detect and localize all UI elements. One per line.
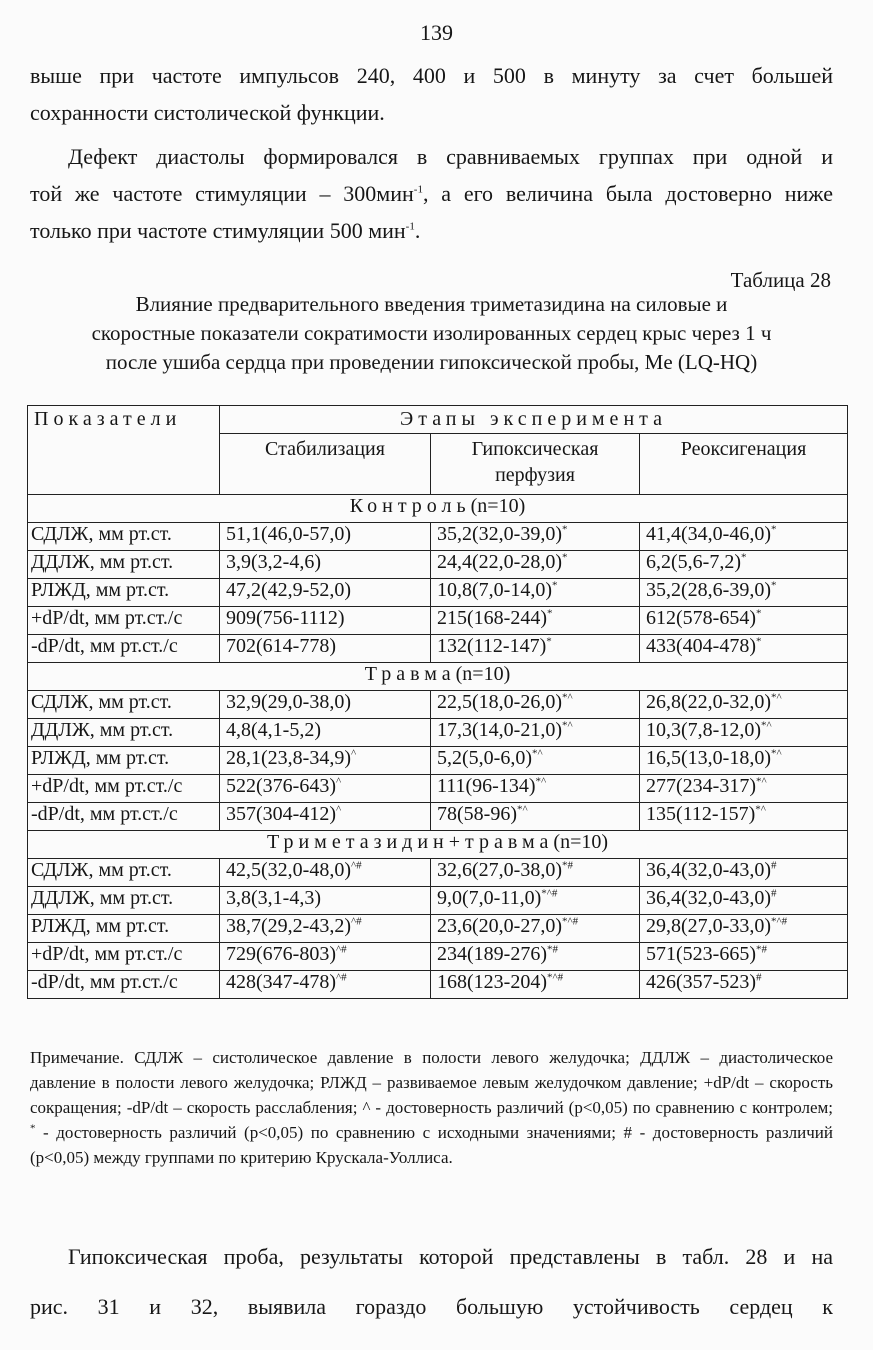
paragraph-2-line-2-pre: той же частоте стимуляции – 300мин xyxy=(30,181,414,206)
header-stabilization: Стабилизация xyxy=(220,434,431,495)
value-reoxygenation xyxy=(640,859,848,887)
significance-mark: * xyxy=(755,607,762,620)
cell-value: 612(578-654) xyxy=(646,607,756,629)
row-label: -dP/dt, мм рт.ст./с xyxy=(28,635,220,663)
group-name: Контроль xyxy=(349,495,471,517)
cell-value: 26,8(22,0-32,0) xyxy=(646,691,771,713)
table-row xyxy=(28,691,848,719)
cell-value: 277(234-317) xyxy=(646,775,756,797)
row-label: +dP/dt, мм рт.ст./с xyxy=(28,943,220,971)
paragraph-2-line-1: Дефект диастолы формировался в сравниваемых группах при одной и xyxy=(68,144,833,169)
table-row xyxy=(28,747,848,775)
bottom-paragraph-line-1: Гипоксическая проба, результаты которой представлены в табл. 28 и на xyxy=(68,1244,833,1269)
cell-value: 3,8(3,1-4,3) xyxy=(226,887,321,909)
value-stabilization xyxy=(220,887,431,915)
significance-mark: *^# xyxy=(561,915,579,928)
cell-value: 9,0(7,0-11,0) xyxy=(437,887,542,909)
cell-value: 168(123-204) xyxy=(437,971,547,993)
table-row xyxy=(28,523,848,551)
value-reoxygenation xyxy=(640,635,848,663)
significance-mark: ^# xyxy=(350,915,362,928)
value-stabilization xyxy=(220,635,431,663)
results-table xyxy=(27,405,848,999)
value-reoxygenation xyxy=(640,523,848,551)
value-hypoxic-perfusion xyxy=(431,859,640,887)
significance-mark: *^ xyxy=(516,803,528,816)
group-name: Травма xyxy=(364,663,456,685)
value-stabilization xyxy=(220,803,431,831)
table-row xyxy=(28,971,848,999)
significance-mark: ^ xyxy=(350,747,357,760)
cell-value: 32,9(29,0-38,0) xyxy=(226,691,351,713)
significance-mark: *^# xyxy=(546,971,564,984)
table-caption xyxy=(30,290,833,377)
significance-mark: *^# xyxy=(770,915,788,928)
group-header-row xyxy=(28,831,848,859)
group-header-row xyxy=(28,495,848,523)
significance-mark: * xyxy=(546,635,552,648)
paragraph-2 xyxy=(30,138,833,249)
significance-mark: *^ xyxy=(760,719,772,732)
value-reoxygenation xyxy=(640,887,848,915)
cell-value: 47,2(42,9-52,0) xyxy=(226,579,351,601)
cell-value: 135(112-157) xyxy=(646,803,756,825)
cell-value: 10,3(7,8-12,0) xyxy=(646,719,761,741)
value-stabilization xyxy=(220,607,431,635)
value-hypoxic-perfusion xyxy=(431,775,640,803)
paragraph-2-line-2-post: , а его величина была достоверно ниже xyxy=(422,181,833,206)
page-number: 139 xyxy=(420,20,453,45)
value-reoxygenation xyxy=(640,747,848,775)
row-label: РЛЖД, мм рт.ст. xyxy=(28,915,220,943)
table-row xyxy=(28,551,848,579)
row-label: СДЛЖ, мм рт.ст. xyxy=(28,691,220,719)
paragraph-2-line-3-pre: только при частоте стимуляции 500 мин xyxy=(30,218,406,243)
cell-value: 22,5(18,0-26,0) xyxy=(437,691,562,713)
bottom-paragraph-line-2: рис. 31 и 32, выявила гораздо большую устойчивость сердец к xyxy=(30,1294,833,1319)
cell-value: 5,2(5,0-6,0) xyxy=(437,747,532,769)
row-label: СДЛЖ, мм рт.ст. xyxy=(28,859,220,887)
significance-mark: *^ xyxy=(770,691,782,704)
cell-value: 78(58-96) xyxy=(437,803,517,825)
cell-value: 17,3(14,0-21,0) xyxy=(437,719,562,741)
value-stabilization xyxy=(220,971,431,999)
table-note xyxy=(30,1045,833,1170)
paragraph-1-line-1: выше при частоте импульсов 240, 400 и 500 в минуту за счет большей xyxy=(30,63,833,88)
table-row xyxy=(28,775,848,803)
cell-value: 4,8(4,1-5,2) xyxy=(226,719,321,741)
cell-value: 36,4(32,0-43,0) xyxy=(646,859,771,881)
row-label: РЛЖД, мм рт.ст. xyxy=(28,747,220,775)
cell-value: 426(357-523) xyxy=(646,971,756,993)
value-reoxygenation xyxy=(640,915,848,943)
cell-value: 729(676-803) xyxy=(226,943,336,965)
table-row xyxy=(28,887,848,915)
value-hypoxic-perfusion xyxy=(431,719,640,747)
cell-value: 41,4(34,0-46,0) xyxy=(646,523,771,545)
table-row xyxy=(28,859,848,887)
group-n: (n=10) xyxy=(455,663,511,685)
table-row xyxy=(28,943,848,971)
significance-mark: * xyxy=(551,579,558,592)
value-hypoxic-perfusion xyxy=(431,635,640,663)
cell-value: 132(112-147) xyxy=(437,635,547,657)
value-hypoxic-perfusion xyxy=(431,523,640,551)
cell-value: 702(614-778) xyxy=(226,635,336,657)
cell-value: 16,5(13,0-18,0) xyxy=(646,747,771,769)
cell-value: 522(376-643) xyxy=(226,775,336,797)
header-hypoxic-perfusion: Гипоксическая перфузия xyxy=(431,434,640,495)
significance-mark: *^ xyxy=(535,775,547,788)
value-reoxygenation xyxy=(640,691,848,719)
significance-mark: *# xyxy=(561,859,573,872)
paragraph-1 xyxy=(30,57,833,131)
bottom-paragraph xyxy=(30,1232,833,1332)
value-hypoxic-perfusion xyxy=(431,607,640,635)
significance-mark: *^ xyxy=(755,803,766,816)
note-star: * xyxy=(30,1122,36,1135)
significance-mark: * xyxy=(740,551,747,564)
cell-value: 24,4(22,0-28,0) xyxy=(437,551,562,573)
significance-mark: *^ xyxy=(531,747,543,760)
significance-mark: *^ xyxy=(770,747,782,760)
cell-value: 28,1(23,8-34,9) xyxy=(226,747,351,769)
significance-mark: * xyxy=(546,607,553,620)
significance-mark: ^ xyxy=(335,775,342,788)
row-label: +dP/dt, мм рт.ст./с xyxy=(28,775,220,803)
row-label: -dP/dt, мм рт.ст./с xyxy=(28,803,220,831)
significance-mark: *^ xyxy=(755,775,767,788)
cell-value: 215(168-244) xyxy=(437,607,547,629)
paragraph-2-line-2 xyxy=(30,175,833,212)
value-reoxygenation xyxy=(640,719,848,747)
value-stabilization xyxy=(220,859,431,887)
significance-mark: # xyxy=(755,971,762,984)
value-hypoxic-perfusion xyxy=(431,579,640,607)
cell-value: 38,7(29,2-43,2) xyxy=(226,915,351,937)
significance-mark: * xyxy=(755,635,762,648)
value-stabilization xyxy=(220,747,431,775)
cell-value: 10,8(7,0-14,0) xyxy=(437,579,552,601)
value-hypoxic-perfusion xyxy=(431,803,640,831)
significance-mark: *# xyxy=(755,943,767,956)
value-hypoxic-perfusion xyxy=(431,887,640,915)
value-hypoxic-perfusion xyxy=(431,971,640,999)
superscript: -1 xyxy=(405,220,415,233)
significance-mark: ^# xyxy=(335,971,347,984)
significance-mark: *^ xyxy=(561,719,573,732)
cell-value: 234(189-276) xyxy=(437,943,547,965)
cell-value: 909(756-1112) xyxy=(226,607,345,629)
header-reoxygenation: Реоксигенация xyxy=(640,434,848,495)
value-stabilization xyxy=(220,943,431,971)
cell-value: 23,6(20,0-27,0) xyxy=(437,915,562,937)
table-row xyxy=(28,579,848,607)
value-stabilization xyxy=(220,551,431,579)
significance-mark: *^ xyxy=(561,691,573,704)
row-label: РЛЖД, мм рт.ст. xyxy=(28,579,220,607)
significance-mark: * xyxy=(561,523,568,536)
row-label: -dP/dt, мм рт.ст./с xyxy=(28,971,220,999)
superscript: -1 xyxy=(413,183,423,196)
significance-mark: # xyxy=(770,887,777,900)
table-row xyxy=(28,607,848,635)
group-header-row xyxy=(28,663,848,691)
caption-line: Влияние предварительного введения триметазидина на силовые и xyxy=(135,292,728,316)
significance-mark: * xyxy=(561,551,568,564)
group-title xyxy=(28,495,848,523)
value-stabilization xyxy=(220,579,431,607)
row-label: +dP/dt, мм рт.ст./с xyxy=(28,607,220,635)
cell-value: 357(304-412) xyxy=(226,803,336,825)
header-indicators: Показатели xyxy=(28,406,220,495)
significance-mark: # xyxy=(770,859,777,872)
cell-value: 3,9(3,2-4,6) xyxy=(226,551,321,573)
cell-value: 51,1(46,0-57,0) xyxy=(226,523,351,545)
value-stabilization xyxy=(220,915,431,943)
cell-value: 29,8(27,0-33,0) xyxy=(646,915,771,937)
cell-value: 35,2(32,0-39,0) xyxy=(437,523,562,545)
value-stabilization xyxy=(220,719,431,747)
value-reoxygenation xyxy=(640,607,848,635)
cell-value: 42,5(32,0-48,0) xyxy=(226,859,351,881)
table-row xyxy=(28,915,848,943)
value-reoxygenation xyxy=(640,579,848,607)
paragraph-2-line-3 xyxy=(30,212,833,249)
group-n: (n=10) xyxy=(553,831,609,853)
value-stabilization xyxy=(220,523,431,551)
row-label: СДЛЖ, мм рт.ст. xyxy=(28,523,220,551)
group-title xyxy=(28,663,848,691)
paragraph-2-line-3-post: . xyxy=(414,218,421,243)
significance-mark: * xyxy=(770,579,777,592)
paragraph-1-line-2: сохранности систолической функции. xyxy=(30,100,385,125)
table-row xyxy=(28,719,848,747)
value-hypoxic-perfusion xyxy=(431,551,640,579)
row-label: ДДЛЖ, мм рт.ст. xyxy=(28,551,220,579)
significance-mark: ^ xyxy=(335,803,342,816)
row-label: ДДЛЖ, мм рт.ст. xyxy=(28,887,220,915)
value-reoxygenation xyxy=(640,971,848,999)
caption-line: после ушиба сердца при проведении гипоксической пробы, Me (LQ-HQ) xyxy=(105,350,758,374)
significance-mark: ^# xyxy=(335,943,347,956)
value-hypoxic-perfusion xyxy=(431,691,640,719)
row-label: ДДЛЖ, мм рт.ст. xyxy=(28,719,220,747)
caption-line: скоростные показатели сократимости изолированных сердец крыс через 1 ч xyxy=(91,321,772,345)
value-hypoxic-perfusion xyxy=(431,747,640,775)
cell-value: 36,4(32,0-43,0) xyxy=(646,887,771,909)
significance-mark: *^# xyxy=(541,887,558,900)
group-title xyxy=(28,831,848,859)
group-name: Триметазидин+травма xyxy=(267,831,554,853)
significance-mark: *# xyxy=(546,943,558,956)
cell-value: 32,6(27,0-38,0) xyxy=(437,859,562,881)
cell-value: 433(404-478) xyxy=(646,635,756,657)
cell-value: 6,2(5,6-7,2) xyxy=(646,551,741,573)
cell-value: 428(347-478) xyxy=(226,971,336,993)
cell-value: 571(523-665) xyxy=(646,943,756,965)
value-stabilization xyxy=(220,775,431,803)
cell-value: 111(96-134) xyxy=(437,775,536,797)
group-n: (n=10) xyxy=(470,495,526,517)
header-stages: Этапы эксперимента xyxy=(220,406,848,434)
value-reoxygenation xyxy=(640,775,848,803)
table-row xyxy=(28,803,848,831)
table-row xyxy=(28,635,848,663)
value-reoxygenation xyxy=(640,551,848,579)
table-number: Таблица 28 xyxy=(730,268,831,292)
note-text-continued: - достоверность различий (p<0,05) по сравнению с исходными значениями; # - достоверность различий (p<0,05) между группами по критерию Крускала-Уоллиса. xyxy=(30,1123,833,1167)
value-reoxygenation xyxy=(640,943,848,971)
cell-value: 35,2(28,6-39,0) xyxy=(646,579,771,601)
table-header-row xyxy=(28,406,848,434)
significance-mark: * xyxy=(770,523,777,536)
value-reoxygenation xyxy=(640,803,848,831)
value-hypoxic-perfusion xyxy=(431,943,640,971)
note-text: Примечание. СДЛЖ – систолическое давление в полости левого желудочка; ДДЛЖ – диастолическое давление в полости левого желудочка; РЛЖД – развиваемое левым желудочком давление; +dP/dt – скорость сокращения; -dP/dt – скорость расслабления; ^ - достоверность различий (p<0,05) по сравнению с контролем; xyxy=(30,1048,833,1117)
value-stabilization xyxy=(220,691,431,719)
significance-mark: ^# xyxy=(350,859,362,872)
value-hypoxic-perfusion xyxy=(431,915,640,943)
